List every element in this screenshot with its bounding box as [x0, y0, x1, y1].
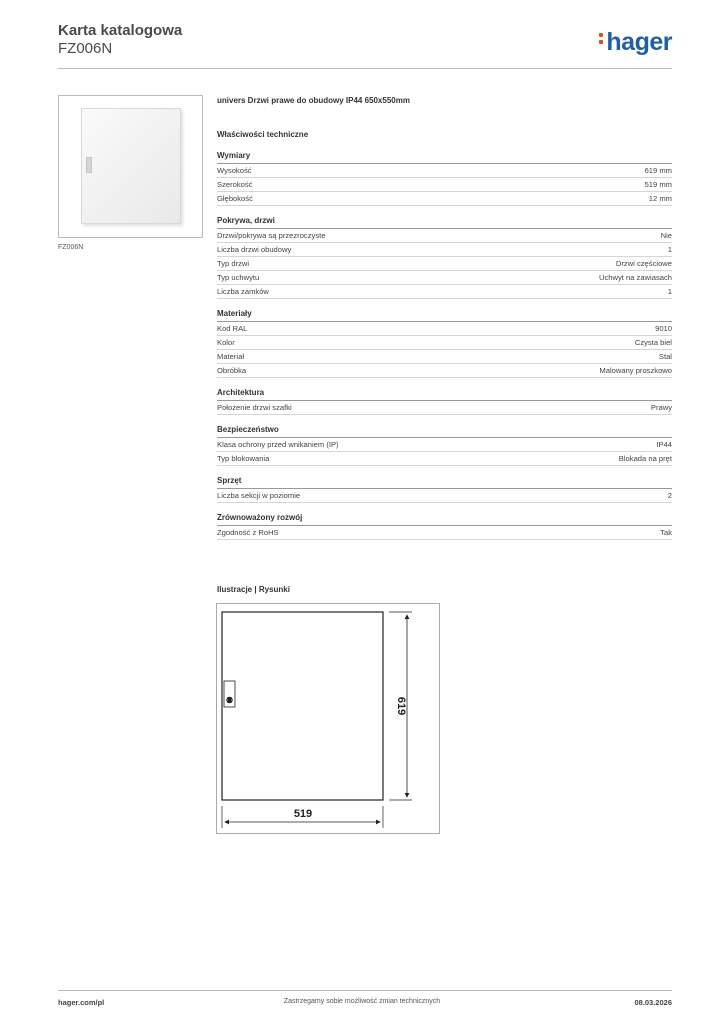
product-thumbnail [58, 95, 203, 238]
spec-label: Głębokość [217, 194, 253, 203]
lock-key [228, 697, 232, 703]
spec-row [217, 257, 672, 271]
spec-value: 519 mm [644, 180, 672, 189]
spec-value: 9010 [655, 324, 672, 333]
group-title: Pokrywa, drzwi [217, 215, 672, 229]
width-label: 519 [293, 808, 313, 820]
spec-value: Malowany proszkowo [599, 366, 672, 375]
spec-label: Typ drzwi [217, 259, 250, 268]
illustrations-title: Ilustracje | Rysunki [217, 585, 290, 594]
spec-label: Położenie drzwi szafki [217, 403, 292, 412]
spec-groups [217, 150, 672, 540]
spec-row [217, 164, 672, 178]
spec-row [217, 336, 672, 350]
thumbnail-caption: FZ006N [58, 244, 84, 251]
group-title: Architektura [217, 387, 672, 401]
group-title: Zrównoważony rozwój [217, 512, 672, 526]
spec-label: Zgodność z RoHS [217, 528, 279, 537]
spec-value: 1 [667, 287, 672, 296]
spec-value: IP44 [656, 440, 672, 449]
spec-row [217, 285, 672, 299]
spec-label: Obróbka [217, 366, 247, 375]
door-image [81, 108, 181, 224]
group-title: Sprzęt [217, 475, 672, 489]
spec-label: Klasa ochrony przed wnikaniem (IP) [217, 440, 339, 449]
group-title: Materiały [217, 308, 672, 322]
spec-row [217, 192, 672, 206]
spec-row [217, 350, 672, 364]
header-divider [58, 68, 672, 69]
spec-value: Czysta biel [634, 338, 672, 347]
logo-text: hager [606, 28, 672, 56]
footer-divider [58, 990, 672, 991]
door-handle [86, 157, 92, 173]
spec-label: Typ blokowania [217, 454, 270, 463]
spec-value: Prawy [650, 403, 672, 412]
section-title: Właściwości techniczne [217, 130, 309, 139]
spec-content [217, 95, 672, 540]
spec-label: Wysokość [217, 166, 252, 175]
technical-drawing [216, 603, 440, 834]
spec-row [217, 271, 672, 285]
spec-row [217, 364, 672, 378]
spec-label: Kod RAL [217, 324, 248, 333]
spec-value: Nie [660, 231, 672, 240]
door-outline [222, 612, 383, 800]
spec-value: Drzwi częściowe [615, 259, 672, 268]
spec-row [217, 229, 672, 243]
hager-logo [599, 28, 672, 57]
spec-label: Typ uchwytu [217, 273, 260, 282]
spec-label: Drzwi/pokrywa są przezroczyste [217, 231, 326, 240]
footer-date: 08.03.2026 [634, 998, 672, 1007]
spec-label: Kolor [217, 338, 235, 347]
height-label: 619 [395, 696, 407, 716]
product-title: univers Drzwi prawe do obudowy IP44 650x550mm [217, 96, 410, 105]
footer-disclaimer: Zastrzegamy sobie możliwość zmian technicznych [283, 998, 441, 1005]
spec-row [217, 243, 672, 257]
spec-value: 2 [667, 491, 672, 500]
spec-label: Liczba sekcji w poziomie [217, 491, 301, 500]
group-title: Wymiary [217, 150, 672, 164]
spec-label: Liczba drzwi obudowy [217, 245, 292, 254]
spec-value: Tak [660, 528, 672, 537]
spec-row [217, 438, 672, 452]
drawing-svg [217, 604, 439, 833]
spec-row [217, 322, 672, 336]
footer-website-link[interactable]: hager.com/pl [58, 998, 105, 1007]
spec-value: Stal [658, 352, 672, 361]
spec-value: Uchwyt na zawiasach [598, 273, 672, 282]
logo-colon-icon [599, 30, 603, 47]
product-code: FZ006N [58, 40, 113, 57]
spec-row [217, 178, 672, 192]
spec-value: 1 [667, 245, 672, 254]
spec-row [217, 489, 672, 503]
group-title: Bezpieczeństwo [217, 424, 672, 438]
spec-row [217, 526, 672, 540]
page-title: Karta katalogowa [58, 22, 183, 39]
spec-label: Materiał [217, 352, 245, 361]
spec-value: 619 mm [644, 166, 672, 175]
spec-value: Blokada na pręt [618, 454, 672, 463]
spec-label: Szerokość [217, 180, 253, 189]
spec-label: Liczba zamków [217, 287, 269, 296]
spec-row [217, 452, 672, 466]
spec-row [217, 401, 672, 415]
spec-value: 12 mm [648, 194, 672, 203]
